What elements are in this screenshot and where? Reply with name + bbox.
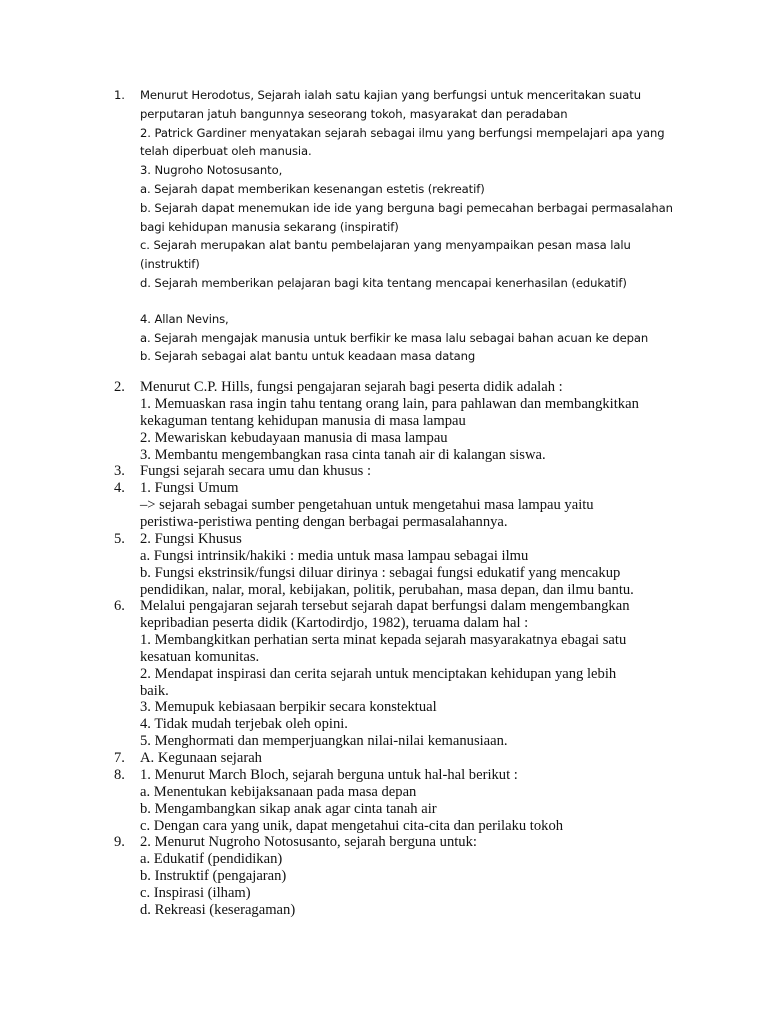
text-line: a. Edukatif (pendidikan) — [140, 850, 283, 867]
list-item-number: 5. — [114, 531, 125, 547]
text-line: pendidikan, nalar, moral, kebijakan, politik, perubahan, masa depan, dan ilmu bantu. — [140, 581, 634, 598]
text-line: 3. Memupuk kebiasaan berpikir secara konstektual — [140, 699, 437, 716]
text-line: b. Instruktif (pengajaran) — [140, 867, 287, 884]
text-line: 3. Nugroho Notosusanto, — [140, 163, 283, 178]
text-line: (instruktif) — [140, 257, 200, 272]
list-item-body — [140, 531, 728, 599]
paragraph-gap — [140, 293, 728, 310]
text-line: d. Rekreasi (keseragaman) — [140, 901, 296, 918]
text-line: Melalui pengajaran sejarah tersebut sejarah dapat berfungsi dalam mengembangkan — [140, 598, 630, 614]
text-line: telah diperbuat oleh manusia. — [140, 144, 312, 159]
text-line: b. Sejarah sebagai alat bantu untuk keadaan masa datang — [140, 349, 476, 364]
text-line: kepribadian peserta didik (Kartodirdjo, 1982), teruama dalam hal : — [140, 614, 529, 631]
text-line: c. Dengan cara yang unik, dapat mengetahui cita-cita dan perilaku tokoh — [140, 817, 564, 834]
text-line: 4. Allan Nevins, — [140, 311, 229, 326]
list-item-body — [140, 379, 728, 464]
list-item-body — [140, 480, 728, 531]
text-line: 1. Membangkitkan perhatian serta minat kepada sejarah masyarakatnya ebagai satu — [140, 631, 627, 648]
text-line: b. Mengambangkan sikap anak agar cinta tanah air — [140, 800, 437, 817]
list-item-number: 8. — [114, 767, 125, 783]
text-line: 2. Patrick Gardiner menyatakan sejarah sebagai ilmu yang berfungsi mempelajari apa yang — [140, 125, 665, 140]
text-line: bagi kehidupan manusia sekarang (inspiratif) — [140, 219, 399, 234]
list-item-number: 7. — [114, 750, 125, 766]
list-item-number: 3. — [114, 463, 125, 479]
text-line: peristiwa-peristiwa penting dengan berbagai permasalahannya. — [140, 513, 508, 530]
list-item-body — [140, 598, 728, 750]
text-line: a. Sejarah mengajak manusia untuk berfikir ke masa lalu sebagai bahan acuan ke depan — [140, 330, 649, 345]
text-line: 2. Mewariskan kebudayaan manusia di masa lampau — [140, 429, 448, 446]
text-line: perputaran jatuh bangunnya seseorang tokoh, masyarakat dan peradaban — [140, 106, 568, 121]
list-item-body — [140, 463, 728, 480]
text-line: 1. Memuaskan rasa ingin tahu tentang orang lain, para pahlawan dan membangkitkan — [140, 395, 639, 412]
text-line: 5. Menghormati dan memperjuangkan nilai-nilai kemanusiaan. — [140, 733, 508, 750]
text-line: –> sejarah sebagai sumber pengetahuan untuk mengetahui masa lampau yaitu — [140, 496, 594, 513]
text-line: 2. Mendapat inspirasi dan cerita sejarah untuk menciptakan kehidupan yang lebih — [140, 665, 617, 682]
text-line: baik. — [140, 682, 169, 699]
list-item-number: 6. — [114, 598, 125, 614]
text-line: Fungsi sejarah secara umu dan khusus : — [140, 463, 372, 479]
text-line: A. Kegunaan sejarah — [140, 750, 262, 766]
text-line: c. Sejarah merupakan alat bantu pembelajaran yang menyampaikan pesan masa lalu — [140, 238, 631, 253]
text-line: b. Fungsi ekstrinsik/fungsi diluar dirinya : sebagai fungsi edukatif yang mencakup — [140, 564, 621, 581]
list-item-body — [140, 834, 728, 919]
text-line: a. Menentukan kebijaksanaan pada masa depan — [140, 783, 417, 800]
text-line: a. Fungsi intrinsik/hakiki : media untuk masa lampau sebagai ilmu — [140, 547, 529, 564]
text-line: d. Sejarah memberikan pelajaran bagi kita tentang mencapai kenerhasilan (edukatif) — [140, 275, 627, 290]
text-line: c. Inspirasi (ilham) — [140, 884, 251, 901]
text-line: Menurut C.P. Hills, fungsi pengajaran sejarah bagi peserta didik adalah : — [140, 379, 563, 395]
text-line: kesatuan komunitas. — [140, 648, 260, 665]
list-item-body — [140, 767, 728, 835]
text-line: 1. Fungsi Umum — [140, 480, 239, 496]
list-item-number: 4. — [114, 480, 125, 496]
text-line: 3. Membantu mengembangkan rasa cinta tanah air di kalangan siswa. — [140, 446, 546, 463]
text-line: a. Sejarah dapat memberikan kesenangan estetis (rekreatif) — [140, 181, 485, 196]
text-line: b. Sejarah dapat menemukan ide ide yang berguna bagi pemecahan berbagai permasalahan — [140, 200, 673, 215]
list-item-number: 1. — [114, 88, 125, 102]
list-item-body — [140, 86, 728, 366]
list-item-number: 9. — [114, 834, 125, 850]
list-item-body — [140, 750, 728, 767]
text-line: 4. Tidak mudah terjebak oleh opini. — [140, 716, 348, 733]
text-line: 1. Menurut March Bloch, sejarah berguna untuk hal-hal berikut : — [140, 767, 518, 783]
text-line: 2. Menurut Nugroho Notosusanto, sejarah berguna untuk: — [140, 834, 477, 850]
text-line: kekaguman tentang kehidupan manusia di masa lampau — [140, 412, 466, 429]
text-line: 2. Fungsi Khusus — [140, 531, 242, 547]
text-line: Menurut Herodotus, Sejarah ialah satu kajian yang berfungsi untuk menceritakan suatu — [140, 88, 641, 102]
list-item-number: 2. — [114, 379, 125, 395]
